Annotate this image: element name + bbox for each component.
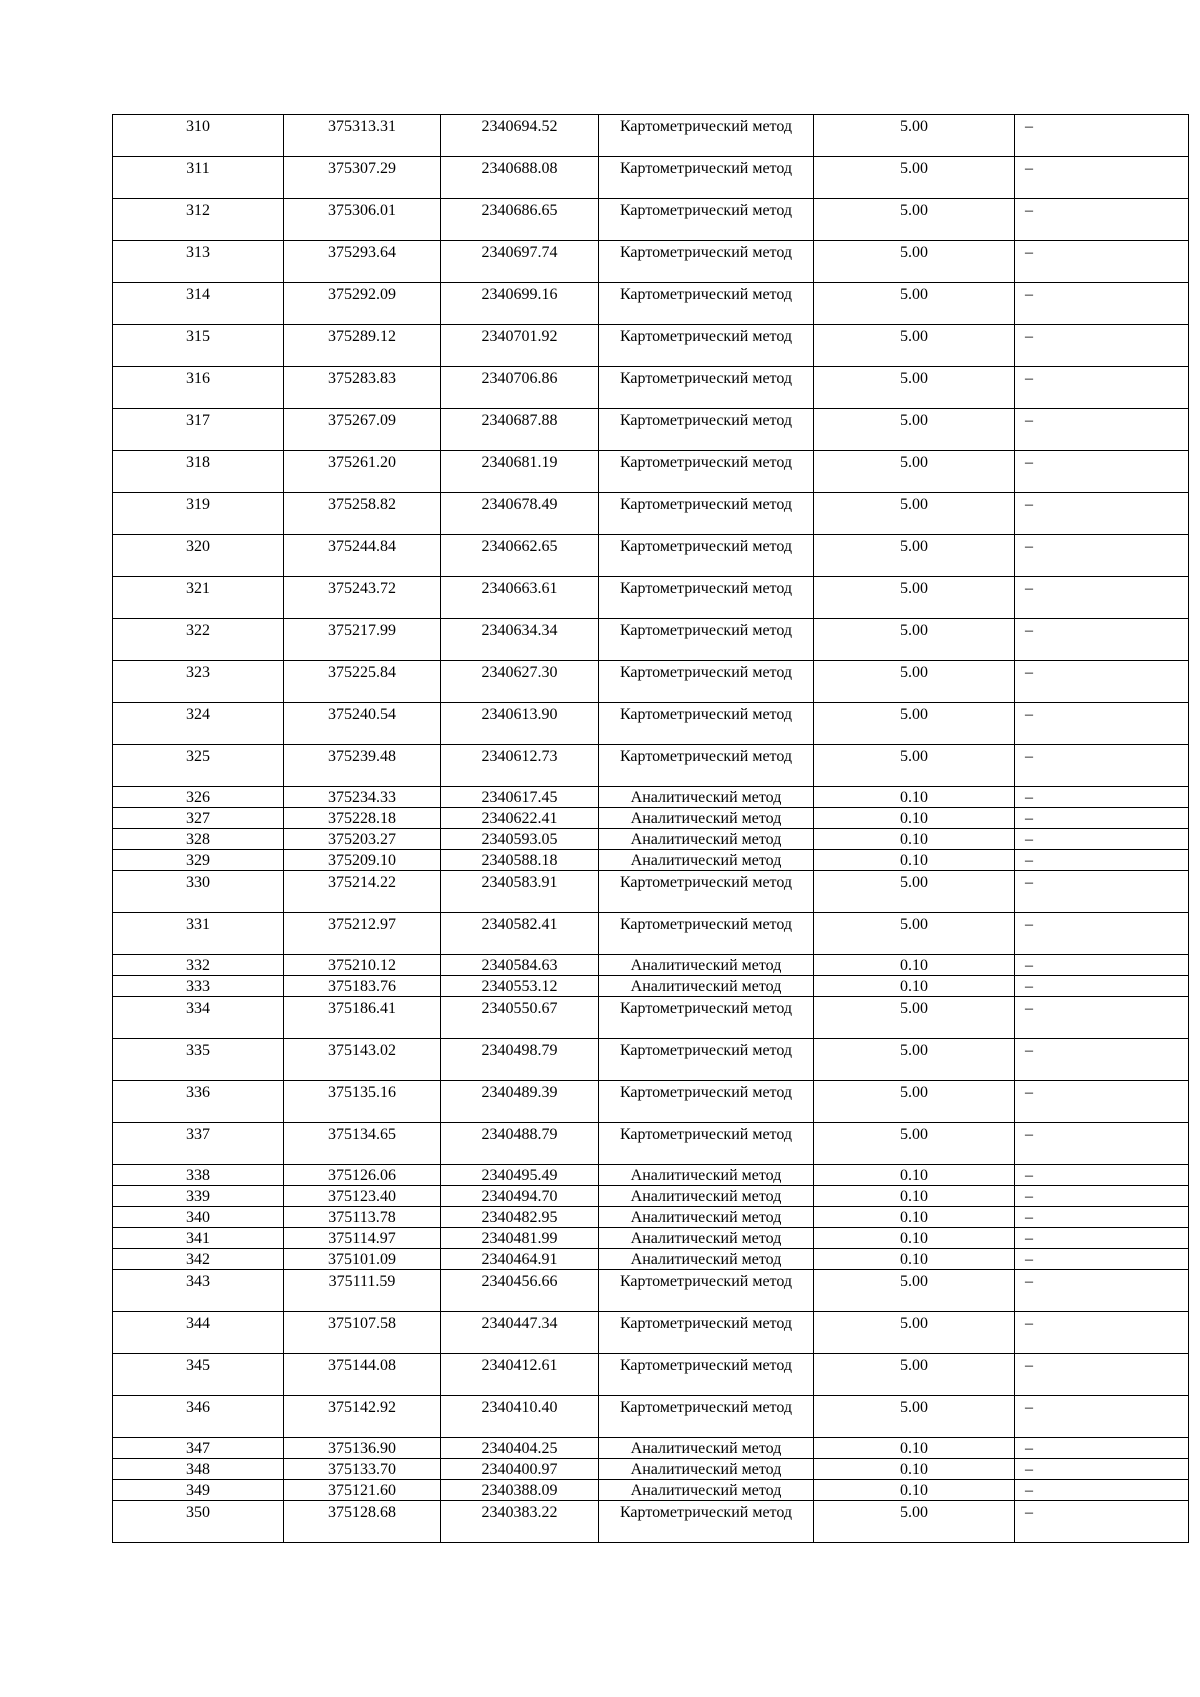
accuracy-cell: 5.00 bbox=[814, 241, 1015, 283]
point-number-cell: 311 bbox=[113, 157, 284, 199]
method-cell: Картометрический метод bbox=[599, 871, 814, 913]
point-number-cell: 319 bbox=[113, 493, 284, 535]
x-coordinate-cell: 375133.70 bbox=[284, 1459, 441, 1480]
table-row bbox=[113, 1228, 1189, 1249]
description-cell: – bbox=[1015, 241, 1189, 283]
y-coordinate-cell: 2340678.49 bbox=[441, 493, 599, 535]
accuracy-cell: 0.10 bbox=[814, 1459, 1015, 1480]
x-coordinate-cell: 375101.09 bbox=[284, 1249, 441, 1270]
description-cell: – bbox=[1015, 871, 1189, 913]
y-coordinate-cell: 2340553.12 bbox=[441, 976, 599, 997]
accuracy-cell: 0.10 bbox=[814, 808, 1015, 829]
table-row bbox=[113, 241, 1189, 283]
y-coordinate-cell: 2340488.79 bbox=[441, 1123, 599, 1165]
method-cell: Аналитический метод bbox=[599, 1228, 814, 1249]
description-cell: – bbox=[1015, 157, 1189, 199]
point-number-cell: 325 bbox=[113, 745, 284, 787]
point-number-cell: 332 bbox=[113, 955, 284, 976]
description-cell: – bbox=[1015, 535, 1189, 577]
table-row bbox=[113, 1501, 1189, 1543]
accuracy-cell: 0.10 bbox=[814, 1480, 1015, 1501]
y-coordinate-cell: 2340613.90 bbox=[441, 703, 599, 745]
x-coordinate-cell: 375144.08 bbox=[284, 1354, 441, 1396]
method-cell: Картометрический метод bbox=[599, 1123, 814, 1165]
point-number-cell: 348 bbox=[113, 1459, 284, 1480]
accuracy-cell: 5.00 bbox=[814, 1312, 1015, 1354]
table-row bbox=[113, 787, 1189, 808]
point-number-cell: 313 bbox=[113, 241, 284, 283]
x-coordinate-cell: 375240.54 bbox=[284, 703, 441, 745]
y-coordinate-cell: 2340495.49 bbox=[441, 1165, 599, 1186]
x-coordinate-cell: 375313.31 bbox=[284, 115, 441, 157]
point-number-cell: 334 bbox=[113, 997, 284, 1039]
y-coordinate-cell: 2340593.05 bbox=[441, 829, 599, 850]
accuracy-cell: 5.00 bbox=[814, 661, 1015, 703]
description-cell: – bbox=[1015, 1123, 1189, 1165]
point-number-cell: 329 bbox=[113, 850, 284, 871]
accuracy-cell: 0.10 bbox=[814, 850, 1015, 871]
description-cell: – bbox=[1015, 661, 1189, 703]
table-row bbox=[113, 325, 1189, 367]
accuracy-cell: 5.00 bbox=[814, 283, 1015, 325]
point-number-cell: 316 bbox=[113, 367, 284, 409]
point-number-cell: 347 bbox=[113, 1438, 284, 1459]
method-cell: Аналитический метод bbox=[599, 808, 814, 829]
point-number-cell: 345 bbox=[113, 1354, 284, 1396]
x-coordinate-cell: 375306.01 bbox=[284, 199, 441, 241]
accuracy-cell: 5.00 bbox=[814, 577, 1015, 619]
description-cell: – bbox=[1015, 619, 1189, 661]
y-coordinate-cell: 2340697.74 bbox=[441, 241, 599, 283]
description-cell: – bbox=[1015, 1228, 1189, 1249]
y-coordinate-cell: 2340447.34 bbox=[441, 1312, 599, 1354]
accuracy-cell: 0.10 bbox=[814, 1207, 1015, 1228]
point-number-cell: 343 bbox=[113, 1270, 284, 1312]
description-cell: – bbox=[1015, 787, 1189, 808]
x-coordinate-cell: 375234.33 bbox=[284, 787, 441, 808]
point-number-cell: 344 bbox=[113, 1312, 284, 1354]
method-cell: Картометрический метод bbox=[599, 241, 814, 283]
description-cell: – bbox=[1015, 1081, 1189, 1123]
description-cell: – bbox=[1015, 1312, 1189, 1354]
point-number-cell: 339 bbox=[113, 1186, 284, 1207]
method-cell: Картометрический метод bbox=[599, 283, 814, 325]
accuracy-cell: 5.00 bbox=[814, 1396, 1015, 1438]
description-cell: – bbox=[1015, 955, 1189, 976]
accuracy-cell: 5.00 bbox=[814, 745, 1015, 787]
point-number-cell: 320 bbox=[113, 535, 284, 577]
method-cell: Аналитический метод bbox=[599, 1186, 814, 1207]
table-row bbox=[113, 1081, 1189, 1123]
method-cell: Картометрический метод bbox=[599, 1396, 814, 1438]
x-coordinate-cell: 375212.97 bbox=[284, 913, 441, 955]
x-coordinate-cell: 375186.41 bbox=[284, 997, 441, 1039]
table-row bbox=[113, 619, 1189, 661]
description-cell: – bbox=[1015, 1270, 1189, 1312]
accuracy-cell: 5.00 bbox=[814, 913, 1015, 955]
accuracy-cell: 5.00 bbox=[814, 1123, 1015, 1165]
y-coordinate-cell: 2340687.88 bbox=[441, 409, 599, 451]
table-row bbox=[113, 913, 1189, 955]
table-row bbox=[113, 976, 1189, 997]
accuracy-cell: 5.00 bbox=[814, 451, 1015, 493]
table-row bbox=[113, 1459, 1189, 1480]
y-coordinate-cell: 2340404.25 bbox=[441, 1438, 599, 1459]
y-coordinate-cell: 2340383.22 bbox=[441, 1501, 599, 1543]
x-coordinate-cell: 375114.97 bbox=[284, 1228, 441, 1249]
x-coordinate-cell: 375292.09 bbox=[284, 283, 441, 325]
method-cell: Аналитический метод bbox=[599, 1459, 814, 1480]
accuracy-cell: 5.00 bbox=[814, 1081, 1015, 1123]
table-row bbox=[113, 808, 1189, 829]
y-coordinate-cell: 2340410.40 bbox=[441, 1396, 599, 1438]
accuracy-cell: 5.00 bbox=[814, 1039, 1015, 1081]
point-number-cell: 350 bbox=[113, 1501, 284, 1543]
method-cell: Аналитический метод bbox=[599, 1249, 814, 1270]
accuracy-cell: 5.00 bbox=[814, 409, 1015, 451]
point-number-cell: 322 bbox=[113, 619, 284, 661]
table-row bbox=[113, 745, 1189, 787]
x-coordinate-cell: 375126.06 bbox=[284, 1165, 441, 1186]
accuracy-cell: 5.00 bbox=[814, 1270, 1015, 1312]
method-cell: Аналитический метод bbox=[599, 1438, 814, 1459]
point-number-cell: 321 bbox=[113, 577, 284, 619]
method-cell: Аналитический метод bbox=[599, 850, 814, 871]
table-row bbox=[113, 997, 1189, 1039]
method-cell: Картометрический метод bbox=[599, 913, 814, 955]
table-row bbox=[113, 1312, 1189, 1354]
accuracy-cell: 5.00 bbox=[814, 997, 1015, 1039]
description-cell: – bbox=[1015, 1186, 1189, 1207]
y-coordinate-cell: 2340617.45 bbox=[441, 787, 599, 808]
method-cell: Картометрический метод bbox=[599, 661, 814, 703]
table-row bbox=[113, 1354, 1189, 1396]
x-coordinate-cell: 375217.99 bbox=[284, 619, 441, 661]
method-cell: Картометрический метод bbox=[599, 199, 814, 241]
method-cell: Картометрический метод bbox=[599, 703, 814, 745]
x-coordinate-cell: 375128.68 bbox=[284, 1501, 441, 1543]
y-coordinate-cell: 2340694.52 bbox=[441, 115, 599, 157]
x-coordinate-cell: 375142.92 bbox=[284, 1396, 441, 1438]
point-number-cell: 312 bbox=[113, 199, 284, 241]
y-coordinate-cell: 2340688.08 bbox=[441, 157, 599, 199]
description-cell: – bbox=[1015, 829, 1189, 850]
table-row bbox=[113, 367, 1189, 409]
x-coordinate-cell: 375267.09 bbox=[284, 409, 441, 451]
description-cell: – bbox=[1015, 913, 1189, 955]
point-number-cell: 310 bbox=[113, 115, 284, 157]
table-row bbox=[113, 661, 1189, 703]
description-cell: – bbox=[1015, 199, 1189, 241]
y-coordinate-cell: 2340634.34 bbox=[441, 619, 599, 661]
y-coordinate-cell: 2340588.18 bbox=[441, 850, 599, 871]
y-coordinate-cell: 2340400.97 bbox=[441, 1459, 599, 1480]
point-number-cell: 323 bbox=[113, 661, 284, 703]
y-coordinate-cell: 2340464.91 bbox=[441, 1249, 599, 1270]
description-cell: – bbox=[1015, 1207, 1189, 1228]
method-cell: Аналитический метод bbox=[599, 1207, 814, 1228]
method-cell: Картометрический метод bbox=[599, 157, 814, 199]
description-cell: – bbox=[1015, 1354, 1189, 1396]
accuracy-cell: 0.10 bbox=[814, 1249, 1015, 1270]
x-coordinate-cell: 375183.76 bbox=[284, 976, 441, 997]
table-row bbox=[113, 283, 1189, 325]
y-coordinate-cell: 2340388.09 bbox=[441, 1480, 599, 1501]
table-row bbox=[113, 1249, 1189, 1270]
point-number-cell: 314 bbox=[113, 283, 284, 325]
accuracy-cell: 5.00 bbox=[814, 1501, 1015, 1543]
table-row bbox=[113, 850, 1189, 871]
point-number-cell: 349 bbox=[113, 1480, 284, 1501]
point-number-cell: 340 bbox=[113, 1207, 284, 1228]
point-number-cell: 341 bbox=[113, 1228, 284, 1249]
table-row bbox=[113, 157, 1189, 199]
table-row bbox=[113, 1396, 1189, 1438]
x-coordinate-cell: 375307.29 bbox=[284, 157, 441, 199]
x-coordinate-cell: 375136.90 bbox=[284, 1438, 441, 1459]
method-cell: Картометрический метод bbox=[599, 745, 814, 787]
accuracy-cell: 0.10 bbox=[814, 1438, 1015, 1459]
y-coordinate-cell: 2340584.63 bbox=[441, 955, 599, 976]
x-coordinate-cell: 375228.18 bbox=[284, 808, 441, 829]
accuracy-cell: 5.00 bbox=[814, 367, 1015, 409]
x-coordinate-cell: 375107.58 bbox=[284, 1312, 441, 1354]
method-cell: Картометрический метод bbox=[599, 367, 814, 409]
description-cell: – bbox=[1015, 997, 1189, 1039]
accuracy-cell: 0.10 bbox=[814, 976, 1015, 997]
x-coordinate-cell: 375210.12 bbox=[284, 955, 441, 976]
description-cell: – bbox=[1015, 409, 1189, 451]
table-row bbox=[113, 115, 1189, 157]
table-row bbox=[113, 1165, 1189, 1186]
y-coordinate-cell: 2340498.79 bbox=[441, 1039, 599, 1081]
x-coordinate-cell: 375243.72 bbox=[284, 577, 441, 619]
method-cell: Картометрический метод bbox=[599, 1354, 814, 1396]
accuracy-cell: 0.10 bbox=[814, 787, 1015, 808]
accuracy-cell: 5.00 bbox=[814, 493, 1015, 535]
y-coordinate-cell: 2340612.73 bbox=[441, 745, 599, 787]
accuracy-cell: 0.10 bbox=[814, 1165, 1015, 1186]
accuracy-cell: 5.00 bbox=[814, 325, 1015, 367]
table-row bbox=[113, 1438, 1189, 1459]
x-coordinate-cell: 375209.10 bbox=[284, 850, 441, 871]
x-coordinate-cell: 375111.59 bbox=[284, 1270, 441, 1312]
x-coordinate-cell: 375239.48 bbox=[284, 745, 441, 787]
accuracy-cell: 5.00 bbox=[814, 619, 1015, 661]
y-coordinate-cell: 2340622.41 bbox=[441, 808, 599, 829]
method-cell: Аналитический метод bbox=[599, 976, 814, 997]
method-cell: Картометрический метод bbox=[599, 1081, 814, 1123]
method-cell: Аналитический метод bbox=[599, 787, 814, 808]
point-number-cell: 333 bbox=[113, 976, 284, 997]
x-coordinate-cell: 375121.60 bbox=[284, 1480, 441, 1501]
y-coordinate-cell: 2340412.61 bbox=[441, 1354, 599, 1396]
y-coordinate-cell: 2340701.92 bbox=[441, 325, 599, 367]
point-number-cell: 335 bbox=[113, 1039, 284, 1081]
table-row bbox=[113, 955, 1189, 976]
description-cell: – bbox=[1015, 325, 1189, 367]
x-coordinate-cell: 375225.84 bbox=[284, 661, 441, 703]
x-coordinate-cell: 375123.40 bbox=[284, 1186, 441, 1207]
description-cell: – bbox=[1015, 1501, 1189, 1543]
method-cell: Картометрический метод bbox=[599, 997, 814, 1039]
description-cell: – bbox=[1015, 1480, 1189, 1501]
coordinates-table bbox=[112, 114, 1189, 1543]
accuracy-cell: 5.00 bbox=[814, 703, 1015, 745]
point-number-cell: 338 bbox=[113, 1165, 284, 1186]
y-coordinate-cell: 2340494.70 bbox=[441, 1186, 599, 1207]
y-coordinate-cell: 2340482.95 bbox=[441, 1207, 599, 1228]
y-coordinate-cell: 2340583.91 bbox=[441, 871, 599, 913]
accuracy-cell: 5.00 bbox=[814, 871, 1015, 913]
x-coordinate-cell: 375293.64 bbox=[284, 241, 441, 283]
y-coordinate-cell: 2340686.65 bbox=[441, 199, 599, 241]
x-coordinate-cell: 375289.12 bbox=[284, 325, 441, 367]
point-number-cell: 326 bbox=[113, 787, 284, 808]
table-row bbox=[113, 1186, 1189, 1207]
accuracy-cell: 5.00 bbox=[814, 535, 1015, 577]
table-row bbox=[113, 703, 1189, 745]
method-cell: Картометрический метод bbox=[599, 577, 814, 619]
description-cell: – bbox=[1015, 283, 1189, 325]
x-coordinate-cell: 375113.78 bbox=[284, 1207, 441, 1228]
description-cell: – bbox=[1015, 1396, 1189, 1438]
description-cell: – bbox=[1015, 850, 1189, 871]
method-cell: Картометрический метод bbox=[599, 1312, 814, 1354]
method-cell: Аналитический метод bbox=[599, 955, 814, 976]
table-row bbox=[113, 493, 1189, 535]
description-cell: – bbox=[1015, 1165, 1189, 1186]
description-cell: – bbox=[1015, 976, 1189, 997]
description-cell: – bbox=[1015, 1459, 1189, 1480]
table-row bbox=[113, 1480, 1189, 1501]
table-row bbox=[113, 1270, 1189, 1312]
accuracy-cell: 5.00 bbox=[814, 1354, 1015, 1396]
x-coordinate-cell: 375261.20 bbox=[284, 451, 441, 493]
method-cell: Картометрический метод bbox=[599, 451, 814, 493]
table-row bbox=[113, 829, 1189, 850]
accuracy-cell: 0.10 bbox=[814, 1228, 1015, 1249]
point-number-cell: 315 bbox=[113, 325, 284, 367]
accuracy-cell: 5.00 bbox=[814, 157, 1015, 199]
y-coordinate-cell: 2340699.16 bbox=[441, 283, 599, 325]
point-number-cell: 328 bbox=[113, 829, 284, 850]
description-cell: – bbox=[1015, 493, 1189, 535]
method-cell: Картометрический метод bbox=[599, 409, 814, 451]
point-number-cell: 336 bbox=[113, 1081, 284, 1123]
point-number-cell: 346 bbox=[113, 1396, 284, 1438]
table-row bbox=[113, 409, 1189, 451]
point-number-cell: 318 bbox=[113, 451, 284, 493]
y-coordinate-cell: 2340706.86 bbox=[441, 367, 599, 409]
method-cell: Картометрический метод bbox=[599, 1501, 814, 1543]
method-cell: Картометрический метод bbox=[599, 1270, 814, 1312]
coordinates-table-body bbox=[113, 115, 1189, 1543]
description-cell: – bbox=[1015, 808, 1189, 829]
y-coordinate-cell: 2340662.65 bbox=[441, 535, 599, 577]
y-coordinate-cell: 2340456.66 bbox=[441, 1270, 599, 1312]
table-row bbox=[113, 535, 1189, 577]
method-cell: Картометрический метод bbox=[599, 1039, 814, 1081]
method-cell: Аналитический метод bbox=[599, 829, 814, 850]
point-number-cell: 327 bbox=[113, 808, 284, 829]
method-cell: Картометрический метод bbox=[599, 493, 814, 535]
x-coordinate-cell: 375203.27 bbox=[284, 829, 441, 850]
y-coordinate-cell: 2340663.61 bbox=[441, 577, 599, 619]
point-number-cell: 342 bbox=[113, 1249, 284, 1270]
point-number-cell: 324 bbox=[113, 703, 284, 745]
method-cell: Картометрический метод bbox=[599, 619, 814, 661]
y-coordinate-cell: 2340481.99 bbox=[441, 1228, 599, 1249]
y-coordinate-cell: 2340681.19 bbox=[441, 451, 599, 493]
table-row bbox=[113, 1207, 1189, 1228]
table-row bbox=[113, 577, 1189, 619]
method-cell: Аналитический метод bbox=[599, 1165, 814, 1186]
x-coordinate-cell: 375134.65 bbox=[284, 1123, 441, 1165]
accuracy-cell: 5.00 bbox=[814, 199, 1015, 241]
method-cell: Аналитический метод bbox=[599, 1480, 814, 1501]
description-cell: – bbox=[1015, 451, 1189, 493]
description-cell: – bbox=[1015, 577, 1189, 619]
y-coordinate-cell: 2340582.41 bbox=[441, 913, 599, 955]
x-coordinate-cell: 375214.22 bbox=[284, 871, 441, 913]
point-number-cell: 337 bbox=[113, 1123, 284, 1165]
point-number-cell: 331 bbox=[113, 913, 284, 955]
accuracy-cell: 5.00 bbox=[814, 115, 1015, 157]
description-cell: – bbox=[1015, 367, 1189, 409]
table-row bbox=[113, 1123, 1189, 1165]
y-coordinate-cell: 2340550.67 bbox=[441, 997, 599, 1039]
x-coordinate-cell: 375244.84 bbox=[284, 535, 441, 577]
y-coordinate-cell: 2340627.30 bbox=[441, 661, 599, 703]
method-cell: Картометрический метод bbox=[599, 535, 814, 577]
description-cell: – bbox=[1015, 115, 1189, 157]
accuracy-cell: 0.10 bbox=[814, 955, 1015, 976]
x-coordinate-cell: 375283.83 bbox=[284, 367, 441, 409]
accuracy-cell: 0.10 bbox=[814, 1186, 1015, 1207]
table-row bbox=[113, 199, 1189, 241]
x-coordinate-cell: 375258.82 bbox=[284, 493, 441, 535]
description-cell: – bbox=[1015, 1039, 1189, 1081]
table-row bbox=[113, 871, 1189, 913]
y-coordinate-cell: 2340489.39 bbox=[441, 1081, 599, 1123]
method-cell: Картометрический метод bbox=[599, 325, 814, 367]
description-cell: – bbox=[1015, 703, 1189, 745]
description-cell: – bbox=[1015, 745, 1189, 787]
x-coordinate-cell: 375143.02 bbox=[284, 1039, 441, 1081]
point-number-cell: 317 bbox=[113, 409, 284, 451]
description-cell: – bbox=[1015, 1438, 1189, 1459]
description-cell: – bbox=[1015, 1249, 1189, 1270]
accuracy-cell: 0.10 bbox=[814, 829, 1015, 850]
x-coordinate-cell: 375135.16 bbox=[284, 1081, 441, 1123]
table-row bbox=[113, 451, 1189, 493]
table-row bbox=[113, 1039, 1189, 1081]
point-number-cell: 330 bbox=[113, 871, 284, 913]
method-cell: Картометрический метод bbox=[599, 115, 814, 157]
